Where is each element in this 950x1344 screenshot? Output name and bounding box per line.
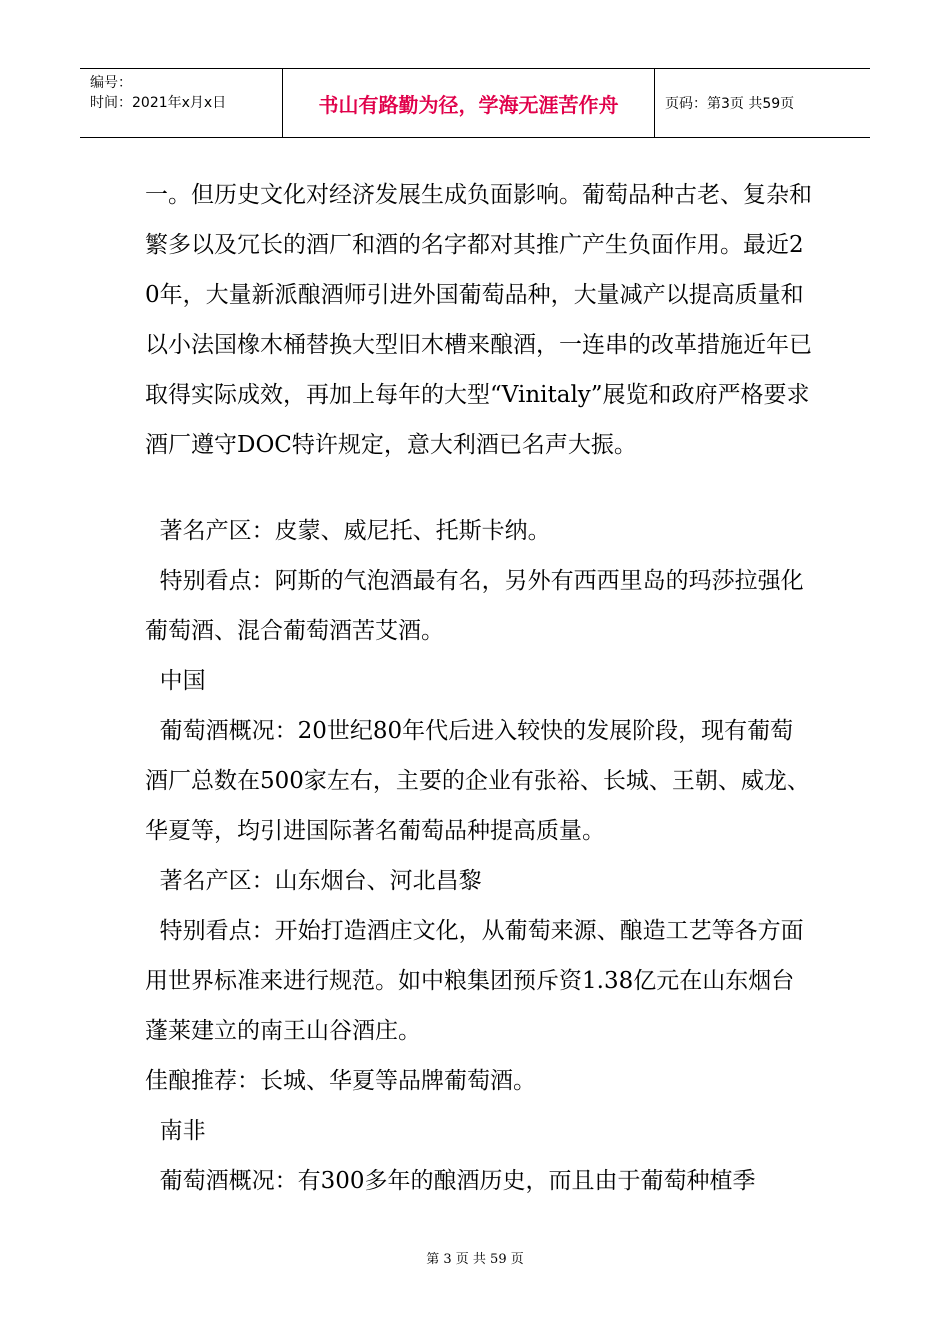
- paragraph-south-africa-overview: 葡萄酒概况：有300多年的酿酒历史，而且由于葡萄种植季: [145, 1168, 756, 1194]
- paragraph-china-overview: 葡萄酒概况：20世纪80年代后进入较快的发展阶段，现有葡萄酒厂总数在500家左右，主要的企业有张裕、长城、王朝、威龙、华夏等，均引进国际著名葡萄品种提高质量。: [145, 718, 810, 844]
- header-page-info: 页码：第3页 共59页: [665, 96, 795, 112]
- heading-china: 中国: [145, 668, 206, 694]
- document-body: [145, 170, 815, 1206]
- paragraph-china-regions: 著名产区：山东烟台、河北昌黎: [145, 868, 482, 894]
- heading-south-africa: 南非: [145, 1118, 206, 1144]
- paragraph-italy-regions: 著名产区：皮蒙、威尼托、托斯卡纳。: [145, 518, 551, 544]
- paragraph-italy-highlights: 特别看点：阿斯的气泡酒最有名，另外有西西里岛的玛莎拉强化葡萄酒、混合葡萄酒苦艾酒。: [145, 568, 804, 644]
- header-meta: [80, 69, 282, 137]
- paragraph-intro: 一。但历史文化对经济发展生成负面影响。葡萄品种古老、复杂和繁多以及冗长的酒厂和酒的名字都对其推广产生负面作用。最近20年，大量新派酿酒师引进外国葡萄品种，大量减产以提高质量和以小法国橡木桶替换大型旧木槽来酿酒，一连串的改革措施近年已取得实际成效，再加上每年的大型“Vinitaly”展览和政府严格要求酒厂遵守DOC特许规定，意大利酒已名声大振。: [145, 182, 812, 458]
- time-label: 时间：2021年x月x日: [90, 95, 227, 111]
- paragraph-spacer: [145, 470, 815, 506]
- number-label: 编号：: [90, 75, 132, 91]
- header-motto: 书山有路勤为径，学海无涯苦作舟: [282, 69, 655, 137]
- header-table: [80, 68, 870, 138]
- paragraph-china-highlights: 特别看点：开始打造酒庄文化，从葡萄来源、酿造工艺等各方面用世界标准来进行规范。如中粮集团预斥资1.38亿元在山东烟台蓬莱建立的南王山谷酒庄。: [145, 918, 804, 1044]
- paragraph-china-recommend: 佳酿推荐：长城、华夏等品牌葡萄酒。: [145, 1068, 536, 1094]
- page-footer: 第 3 页 共 59 页: [426, 1252, 524, 1267]
